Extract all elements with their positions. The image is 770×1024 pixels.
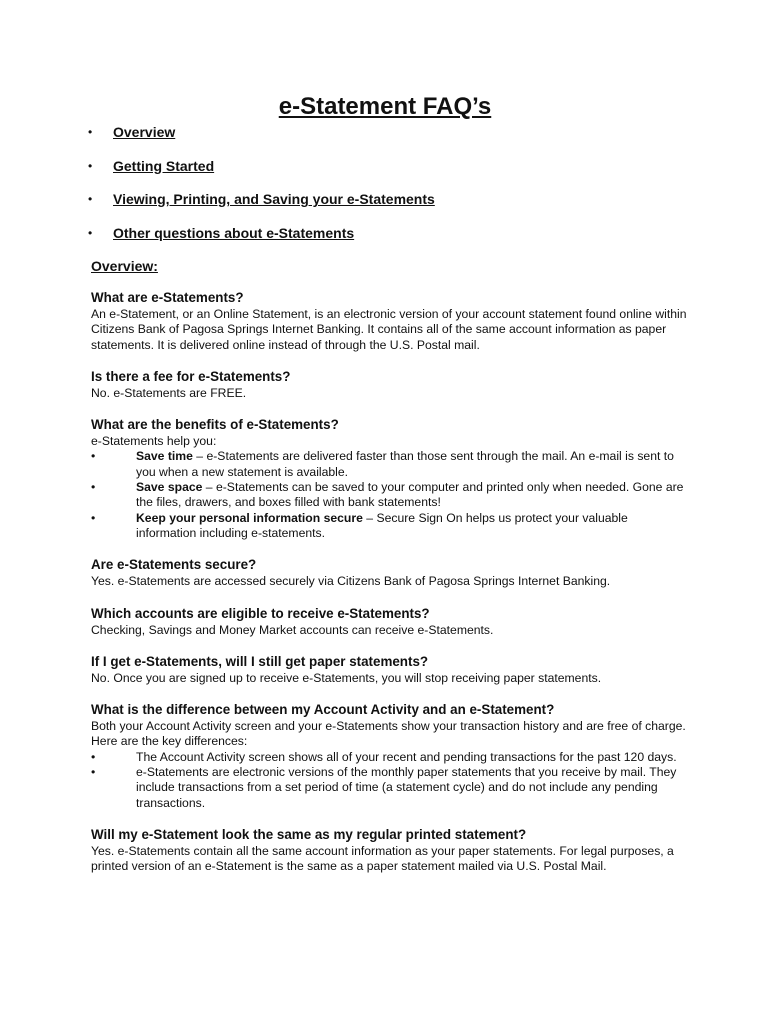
difference-text: e-Statements are electronic versions of the monthly paper statements that you receive by mail. They include transactions from a set period of time (a statement cycle) and do not include any pending transactions. [136,765,677,810]
benefit-title: Keep your personal information secure [136,510,363,525]
faq-fee [91,368,691,401]
page-title: e-Statement FAQ’s [278,93,492,120]
difference-text: The Account Activity screen shows all of your recent and pending transactions for the past 120 days. [136,749,677,764]
faq-question: Are e-Statements secure? [91,557,257,573]
faq-eligible-accounts [91,605,691,638]
section-heading-overview: Overview: [91,258,158,274]
faq-benefits [91,416,691,541]
faq-account-activity-difference [91,701,691,811]
faq-content [91,257,691,890]
bullet: • [91,749,96,764]
toc-link-viewing-printing-saving[interactable]: Viewing, Printing, and Saving your e-Statements [113,191,435,208]
benefit-text: – e-Statements can be saved to your computer and printed only when needed. Gone are the files, drawers, and boxes filled with bank statements! [136,480,684,510]
list-item [91,449,691,480]
bullet: • [91,765,96,780]
bullet: • [88,158,93,173]
benefit-title: Save space [136,480,203,495]
faq-question: Is there a fee for e-Statements? [91,368,291,384]
bullet: • [91,480,96,495]
faq-question: Which accounts are eligible to receive e-Statements? [91,605,430,621]
benefit-title: Save time [136,449,193,464]
faq-answer: Yes. e-Statements contain all the same account information as your paper statements. For legal purposes, a printed version of an e-Statement is the same as a paper statement mailed via U.S. Postal Mail. [91,843,674,874]
list-item [91,511,691,542]
benefit-text: – Secure Sign On helps us protect your valuable information including e-statements. [136,510,628,540]
bullet: • [88,226,93,241]
bullet: • [91,510,96,525]
faq-question: What are e-Statements? [91,290,244,305]
bullet: • [88,192,93,207]
faq-paper-statements [91,653,691,686]
faq-answer: No. Once you are signed up to receive e-Statements, you will stop receiving paper statements. [91,670,602,685]
bullet: • [91,449,96,464]
benefit-text: – e-Statements are delivered faster than those sent through the mail. An e-mail is sent to you when a new statement is available. [136,449,674,479]
faq-answer: An e-Statement, or an Online Statement, is an electronic version of your account statement found online within Citizens Bank of Pagosa Springs Internet Banking. It contains all of the same account information as paper statements. It is delivered online instead of through the U.S. Postal mail. [91,307,687,352]
benefits-list [91,449,691,541]
faq-question: What are the benefits of e-Statements? [91,417,339,433]
faq-secure [91,556,691,589]
faq-answer: Checking, Savings and Money Market accounts can receive e-Statements. [91,622,494,637]
faq-question: If I get e-Statements, will I still get paper statements? [91,653,429,669]
faq-answer: No. e-Statements are FREE. [91,385,247,400]
faq-answer: Yes. e-Statements are accessed securely via Citizens Bank of Pagosa Springs Internet Banking. [91,574,611,589]
toc-link-getting-started[interactable]: Getting Started [113,157,215,174]
toc-link-other-questions[interactable]: Other questions about e-Statements [113,225,355,242]
toc-link-overview[interactable]: Overview [113,124,176,140]
list-item [91,765,691,811]
bullet: • [88,125,93,139]
faq-answer-intro: e-Statements help you: [91,434,217,449]
list-item [91,480,691,511]
list-item [91,750,691,765]
faq-answer-intro: Both your Account Activity screen and your e-Statements show your transaction history and are free of charge. Here are the key differences: [91,719,686,749]
faq-question: What is the difference between my Account Activity and an e-Statement? [91,702,555,718]
faq-what-are-estatements [91,289,691,353]
differences-list [91,750,691,811]
faq-question: Will my e-Statement look the same as my regular printed statement? [91,826,527,842]
faq-same-as-printed [91,826,691,875]
